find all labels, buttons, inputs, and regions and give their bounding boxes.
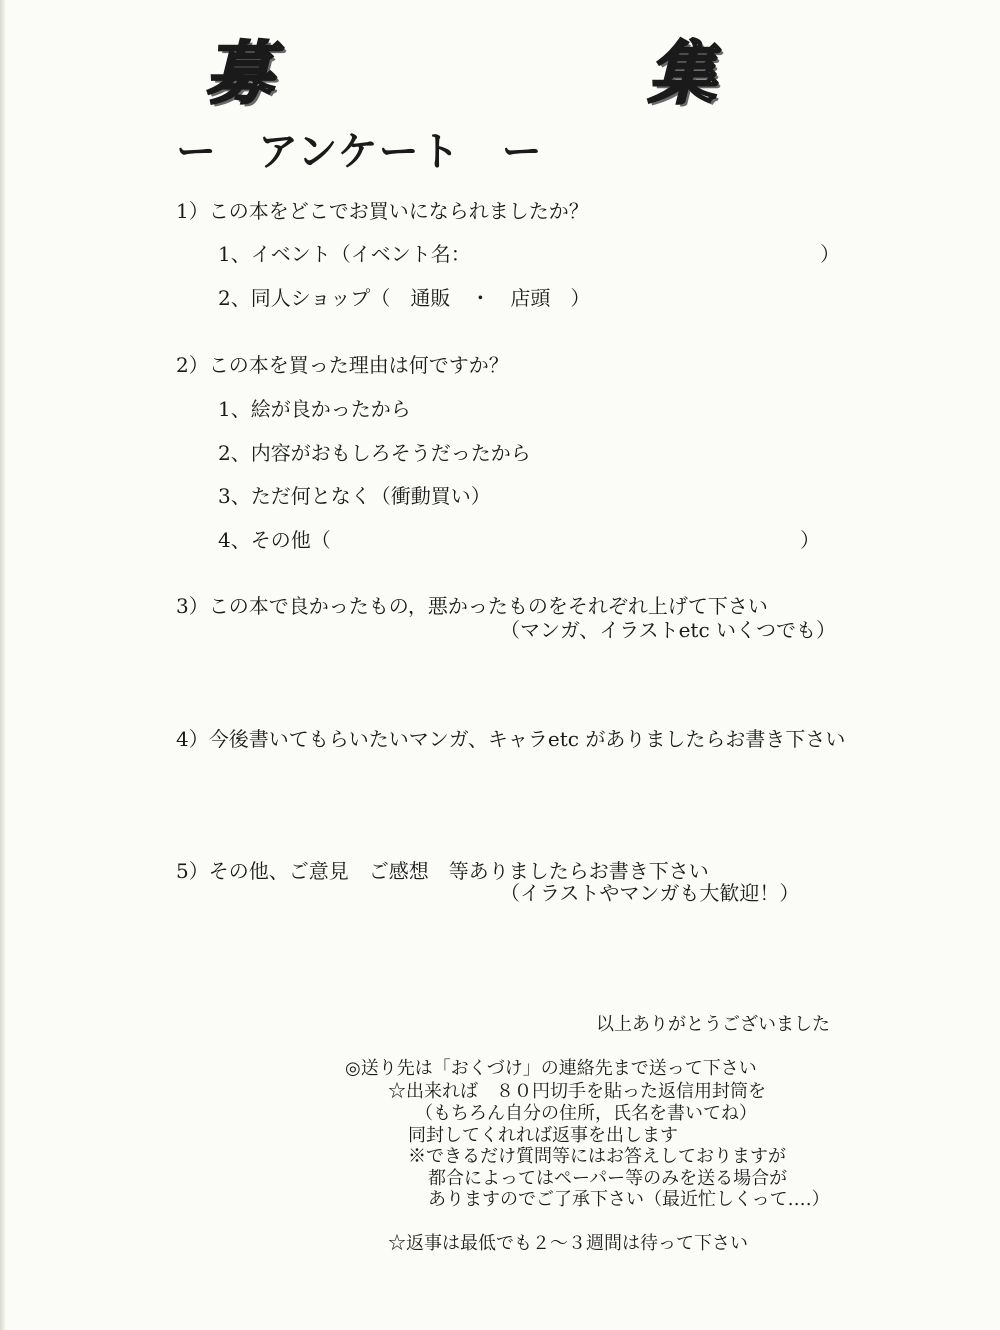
thanks-message: 以上ありがとうございました: [596, 1014, 830, 1035]
page-binding-edge: [0, 0, 6, 1330]
title-char-1: 募: [205, 34, 274, 114]
q1-option-1: 1、イベント（イベント名：: [218, 242, 471, 266]
closing-line-5: ※できるだけ質問等にはお答えしておりますが: [408, 1146, 786, 1167]
closing-line-3: （もちろん自分の住所，氏名を書いてね）: [415, 1103, 757, 1124]
q3-note: （マンガ、イラストetc いくつでも）: [500, 618, 837, 642]
q2-option-4: 4、その他（: [218, 528, 331, 552]
q2-option-3: 3、ただ何となく（衝動買い）: [218, 484, 491, 508]
q3-question: 3）この本で良かったもの，悪かったものをそれぞれ上げて下さい: [176, 594, 768, 618]
survey-subtitle: ー アンケート ー: [176, 128, 543, 175]
closing-line-2: ☆出来れば ８０円切手を貼った返信用封筒を: [388, 1081, 766, 1102]
q2-option-1: 1、絵が良かったから: [218, 397, 411, 421]
closing-line-6: 都合によってはペーパー等のみを送る場合が: [428, 1168, 788, 1189]
q1-question: 1）この本をどこでお買いになられましたか？: [176, 199, 589, 223]
q2-question: 2）この本を買った理由は何ですか？: [176, 353, 509, 377]
closing-line-8: ☆返事は最低でも２～３週間は待って下さい: [388, 1233, 748, 1254]
q1-option-2: 2、同人ショップ（ 通販 ・ 店頭 ）: [218, 286, 591, 310]
q5-note: （イラストやマンガも大歓迎！）: [500, 881, 800, 905]
q1-option-1-close: ）: [820, 242, 840, 266]
closing-line-7: ありますのでご了承下さい（最近忙しくって‥‥）: [428, 1189, 830, 1210]
closing-line-1: ◎送り先は「おくづけ」の連絡先まで送って下さい: [345, 1058, 757, 1079]
title-char-2: 集: [648, 34, 717, 114]
q2-option-2: 2、内容がおもしろそうだったから: [218, 441, 531, 465]
q2-option-4-close: ）: [800, 528, 820, 552]
closing-line-4: 同封してくれれば返事を出します: [408, 1125, 678, 1146]
q5-question: 5）その他、ご意見 ご感想 等ありましたらお書き下さい: [176, 859, 709, 883]
q4-question: 4）今後書いてもらいたいマンガ、キャラetc がありましたらお書き下さい: [176, 727, 846, 751]
